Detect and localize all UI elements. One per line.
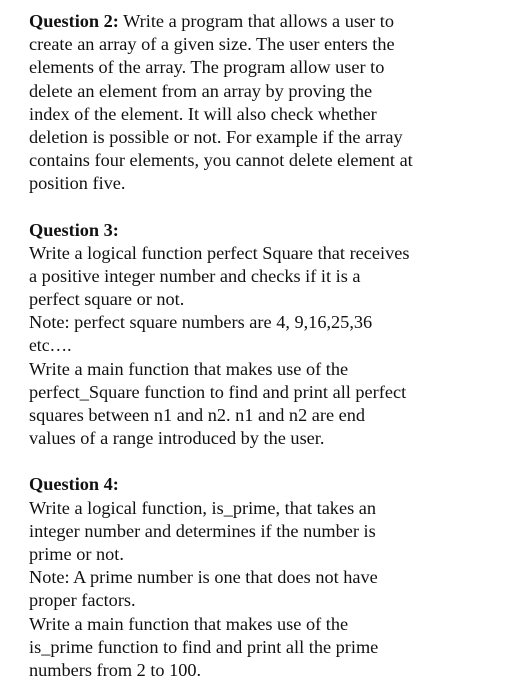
question-2-first-line <box>29 10 499 33</box>
question-4-text-line: Write a main function that makes use of the <box>29 613 349 634</box>
question-3-text-line: values of a range introduced by the user. <box>29 428 325 449</box>
question-3-text-line: Write a logical function perfect Square that receives <box>29 242 410 263</box>
question-3-text-line: Write a main function that makes use of the <box>29 358 349 379</box>
question-3-text-line: Note: perfect square numbers are 4, 9,16,25,36 <box>29 312 373 333</box>
question-4-section <box>29 473 499 682</box>
question-3-text-line: a positive integer number and checks if it is a <box>29 265 361 286</box>
question-2-heading: Question 2: <box>29 11 119 31</box>
question-3-text-line: etc…. <box>29 335 72 356</box>
question-4-text-line: prime or not. <box>29 543 124 564</box>
question-3-text-line: perfect square or not. <box>29 289 185 310</box>
question-2-text-line: elements of the array. The program allow user to <box>29 57 385 78</box>
question-2-text-line: contains four elements, you cannot delete element at <box>29 150 413 171</box>
question-4-text-line: proper factors. <box>29 590 136 611</box>
question-4-heading: Question 4: <box>29 474 119 495</box>
question-3-heading: Question 3: <box>29 219 119 240</box>
question-2-text-line: delete an element from an array by proving the <box>29 80 373 101</box>
question-4-text-line: numbers from 2 to 100. <box>29 659 202 680</box>
question-3-text-line: perfect_Square function to find and print all perfect <box>29 381 407 402</box>
question-3-section <box>29 219 499 451</box>
question-4-text-line: is_prime function to find and print all the prime <box>29 636 379 657</box>
document-page <box>29 10 499 682</box>
question-2-section <box>29 10 499 196</box>
question-2-text-line: Write a program that allows a user to <box>118 11 394 31</box>
question-4-text-line: Note: A prime number is one that does not have <box>29 567 378 588</box>
question-2-text-line: position five. <box>29 173 126 194</box>
question-2-text-line: deletion is possible or not. For example if the array <box>29 126 403 147</box>
question-2-text-line: index of the element. It will also check whether <box>29 103 377 124</box>
question-4-text-line: Write a logical function, is_prime, that takes an <box>29 497 377 518</box>
question-3-text-line: squares between n1 and n2. n1 and n2 are end <box>29 405 366 425</box>
question-2-text-line: create an array of a given size. The user enters the <box>29 34 395 55</box>
question-4-text-line: integer number and determines if the number is <box>29 520 376 541</box>
